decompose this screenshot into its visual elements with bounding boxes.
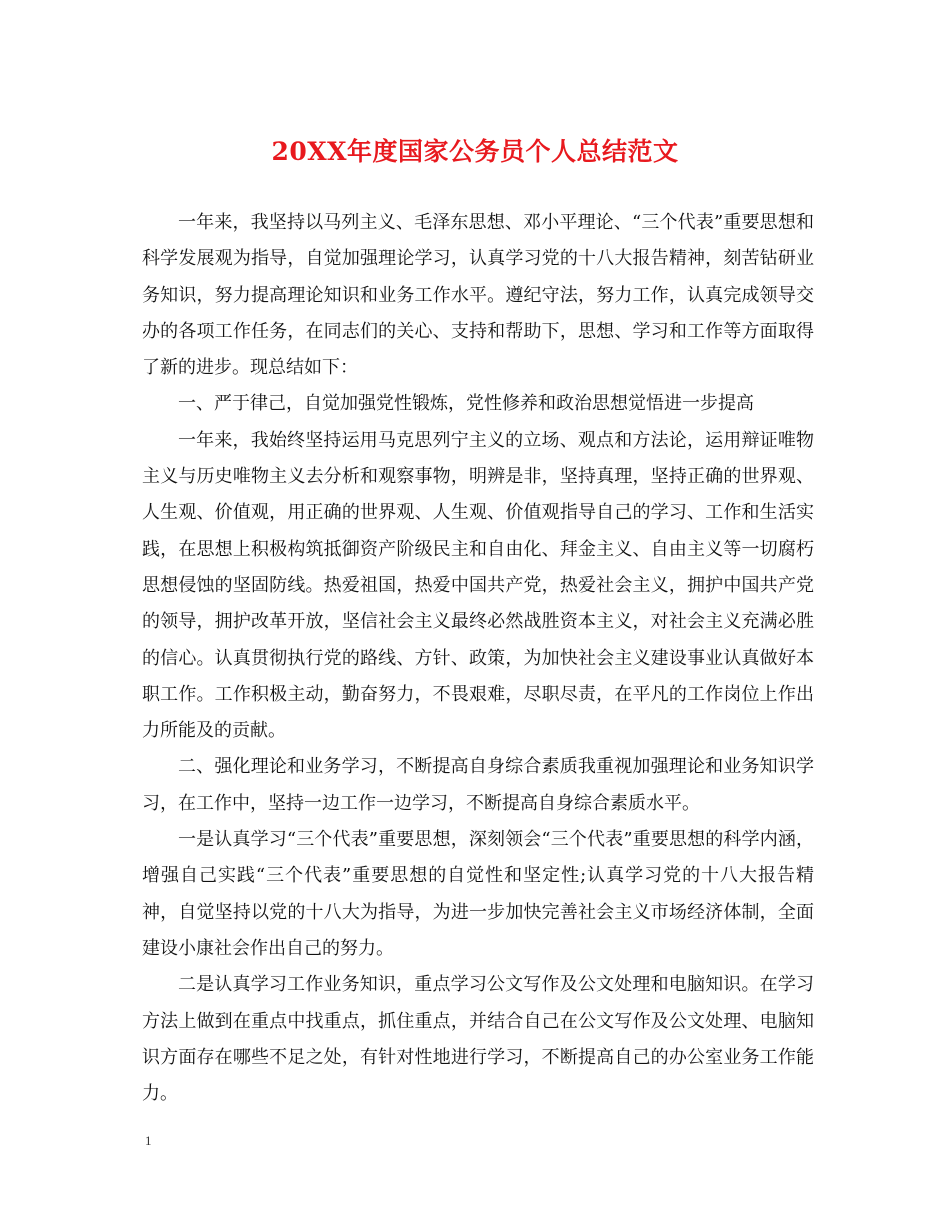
section-heading-2: 二、强化理论和业务学习，不断提高自身综合素质我重视加强理论和业务知识学习，在工作中，坚持一边工作一边学习，不断提高自身综合素质水平。: [142, 756, 814, 814]
paragraph-intro: 一年来，我坚持以马列主义、毛泽东思想、邓小平理论、“三个代表”重要思想和科学发展观为指导，自觉加强理论学习，认真学习党的十八大报告精神，刻苦钻研业务知识，努力提高理论知识和业务工作水平。遵纪守法，努力工作，认真完成领导交办的各项工作任务，在同志们的关心、支持和帮助下，思想、学习和工作等方面取得了新的进步。现总结如下：: [142, 212, 814, 379]
paragraph-point-2: 二是认真学习工作业务知识，重点学习公文写作及公文处理和电脑知识。在学习方法上做到在重点中找重点，抓住重点，并结合自己在公文写作及公文处理、电脑知识方面存在哪些不足之处，有针对性地进行学习，不断提高自己的办公室业务工作能力。: [142, 974, 814, 1105]
page-number: 1: [145, 1133, 152, 1148]
paragraph-point-1: 一是认真学习“三个代表”重要思想，深刻领会“三个代表”重要思想的科学内涵，增强自己实践“三个代表”重要思想的自觉性和坚定性;认真学习党的十八大报告精神，自觉坚持以党的十八大为指导，为进一步加快完善社会主义市场经济体制，全面建设小康社会作出自己的努力。: [142, 829, 814, 959]
document-body: [142, 205, 814, 1112]
paragraph-section-1: 一年来，我始终坚持运用马克思列宁主义的立场、观点和方法论，运用辩证唯物主义与历史唯物主义去分析和观察事物，明辨是非，坚持真理，坚持正确的世界观、人生观、价值观，用正确的世界观、人生观、价值观指导自己的学习、工作和生活实践，在思想上积极构筑抵御资产阶级民主和自由化、拜金主义、自由主义等一切腐朽思想侵蚀的坚固防线。热爱祖国，热爱中国共产党，热爱社会主义，拥护中国共产党的领导，拥护改革开放，坚信社会主义最终必然战胜资本主义，对社会主义充满必胜的信心。认真贯彻执行党的路线、方针、政策，为加快社会主义建设事业认真做好本职工作。工作积极主动，勤奋努力，不畏艰难，尽职尽责，在平凡的工作岗位上作出力所能及的贡献。: [142, 429, 814, 742]
section-heading-1: 一、严于律己，自觉加强党性锻炼，党性修养和政治思想觉悟进一步提高: [178, 393, 754, 415]
document-title: 20XX年度国家公务员个人总结范文: [271, 137, 679, 166]
